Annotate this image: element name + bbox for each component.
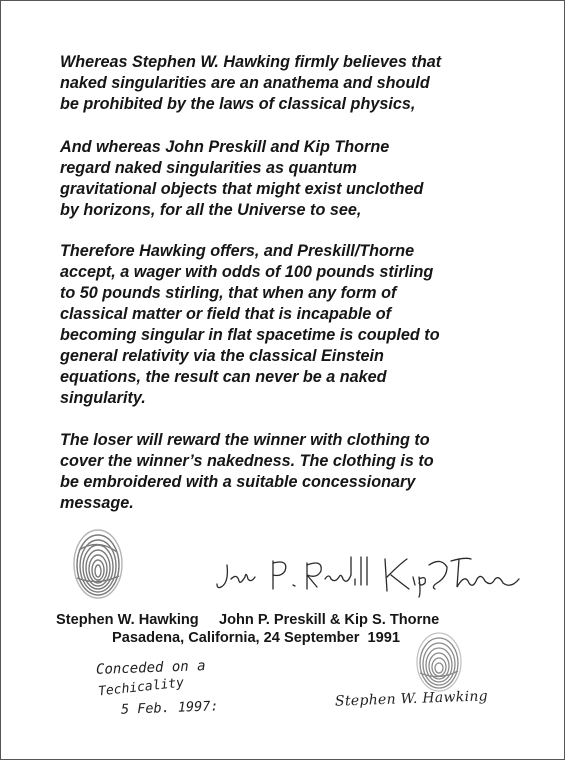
fingerprint-icon: [414, 629, 464, 695]
paragraph-whereas-preskill-thorne: And whereas John Preskill and Kip Thorne regard naked singularities as quantum gravitational objects that might exist unclothed by horizons, for all the Universe to see,: [60, 138, 424, 219]
concession-line-2: Techicality: [97, 675, 185, 700]
hawking-concession-signature: Stephen W. Hawking: [334, 688, 489, 710]
preskill-thorne-signature: [215, 549, 527, 599]
place-and-date: Pasadena, California, 24 September 1991: [112, 630, 400, 646]
paragraph-loser-reward: The loser will reward the winner with clothing to cover the winner’s nakedness. The clothing is to be embroidered with a suitable concessionary message.: [60, 431, 434, 512]
concession-line-1: Conceded on a: [95, 658, 206, 678]
paragraph-whereas-hawking: Whereas Stephen W. Hawking firmly believes that naked singularities are an anathema and should be prohibited by the laws of classical physics,: [60, 53, 442, 113]
concession-date: 5 Feb. 1997:: [120, 698, 219, 718]
paragraph-wager-terms: Therefore Hawking offers, and Preskill/Thorne accept, a wager with odds of 100 pounds stirling to 50 pounds stirling, that when any form of classical matter or field that is incapable of becoming singular in flat spacetime is coupled to general relativity via the classical Einstein equations, the result can never be a naked singularity.: [60, 242, 440, 407]
fingerprint-icon: [71, 526, 125, 602]
printed-names: Stephen W. Hawking John P. Preskill & Kip S. Thorne: [56, 612, 440, 628]
